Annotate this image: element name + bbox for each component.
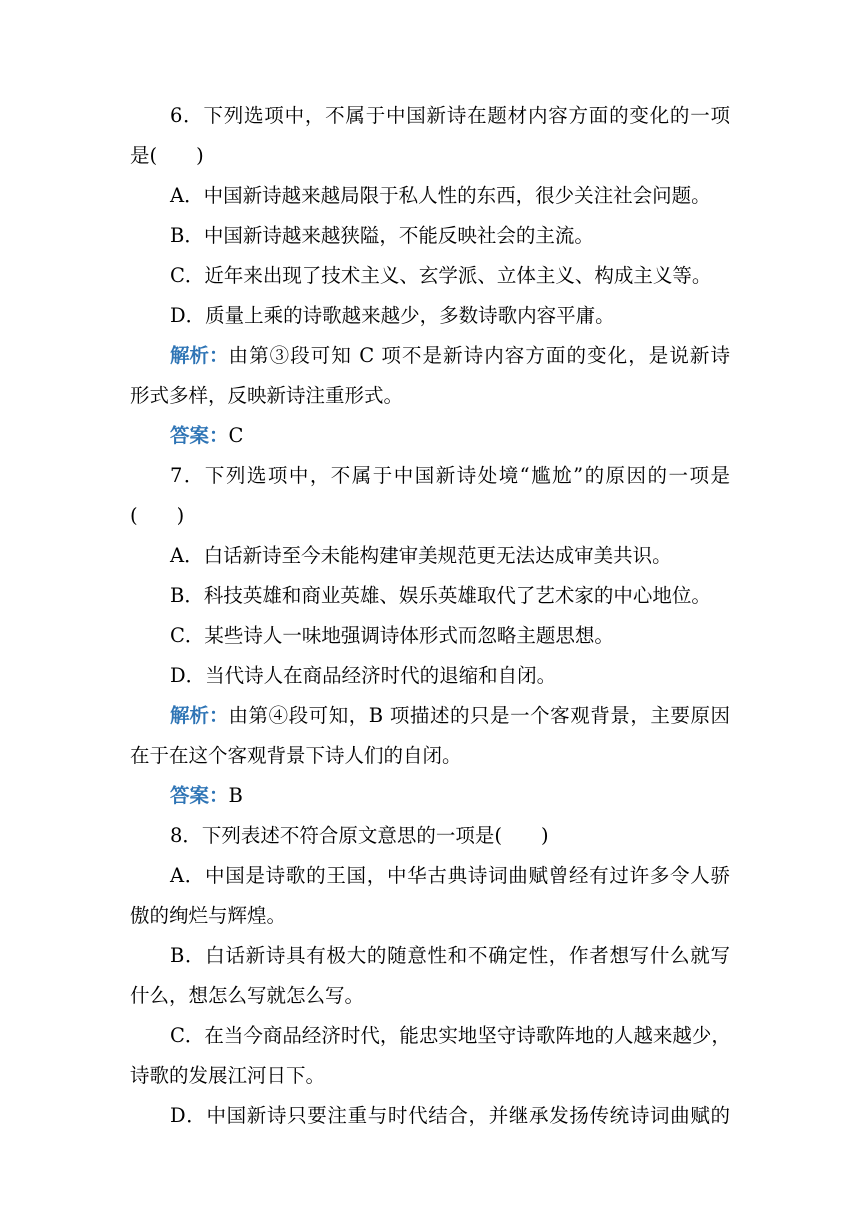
q7-analysis-text-1: 由第④段可知，B 项描述的只是一个客观背景，主要原因	[228, 704, 730, 727]
q7-answer-line	[170, 782, 730, 810]
q6-analysis-line-2: 形式多样，反映新诗注重形式。	[130, 384, 404, 407]
q6-stem-line-1: 6．下列选项中，不属于中国新诗在题材内容方面的变化的一项	[170, 104, 730, 127]
q7-option-c: C．某些诗人一味地强调诗体形式而忽略主题思想。	[170, 624, 614, 647]
q6-analysis-label: 解析：	[170, 344, 229, 367]
q8-option-c-line-2: 诗歌的发展江河日下。	[130, 1064, 326, 1087]
q7-analysis-line-2: 在于在这个客观背景下诗人们的自闭。	[130, 744, 462, 767]
q8-option-d-line-1: D．中国新诗只要注重与时代结合，并继承发扬传统诗词曲赋的	[170, 1104, 730, 1127]
q8-option-b-line-1: B．白话新诗具有极大的随意性和不确定性，作者想写什么就写	[170, 944, 730, 967]
q6-answer-line	[170, 422, 730, 450]
q6-option-b: B．中国新诗越来越狭隘，不能反映社会的主流。	[170, 224, 594, 247]
q6-stem-line-2: 是( )	[130, 144, 204, 167]
q6-option-c: C．近年来出现了技术主义、玄学派、立体主义、构成主义等。	[170, 264, 712, 287]
q7-option-a: A．白话新诗至今未能构建审美规范更无法达成审美共识。	[170, 544, 672, 567]
q8-option-a-line-1: A．中国是诗歌的王国，中华古典诗词曲赋曾经有过许多令人骄	[170, 864, 730, 887]
q6-analysis-text-1: 由第③段可知 C 项不是新诗内容方面的变化，是说新诗	[228, 344, 730, 367]
q7-stem-line-1: 7．下列选项中，不属于中国新诗处境“尴尬”的原因的一项是	[170, 464, 730, 487]
q7-analysis-label: 解析：	[170, 704, 229, 727]
q6-analysis-line-1	[170, 342, 730, 370]
q6-option-a: A．中国新诗越来越局限于私人性的东西，很少关注社会问题。	[170, 184, 711, 207]
q7-option-d: D．当代诗人在商品经济时代的退缩和自闭。	[170, 664, 557, 687]
q7-stem-line-2: ( )	[130, 504, 185, 527]
q6-option-d: D．质量上乘的诗歌越来越少，多数诗歌内容平庸。	[170, 304, 615, 327]
q7-answer-label: 答案：	[170, 784, 229, 807]
q8-option-c-line-1: C．在当今商品经济时代，能忠实地坚守诗歌阵地的人越来越少，	[170, 1024, 731, 1047]
q7-answer-value: B	[228, 784, 243, 807]
q8-stem-line-1: 8．下列表述不符合原文意思的一项是( )	[170, 824, 549, 847]
q6-answer-label: 答案：	[170, 424, 229, 447]
q7-analysis-line-1	[170, 702, 730, 730]
q7-option-b: B．科技英雄和商业英雄、娱乐英雄取代了艺术家的中心地位。	[170, 584, 711, 607]
q6-answer-value: C	[228, 424, 244, 447]
q8-option-a-line-2: 傲的绚烂与辉煌。	[130, 904, 287, 927]
q8-option-b-line-2: 什么，想怎么写就怎么写。	[130, 984, 365, 1007]
